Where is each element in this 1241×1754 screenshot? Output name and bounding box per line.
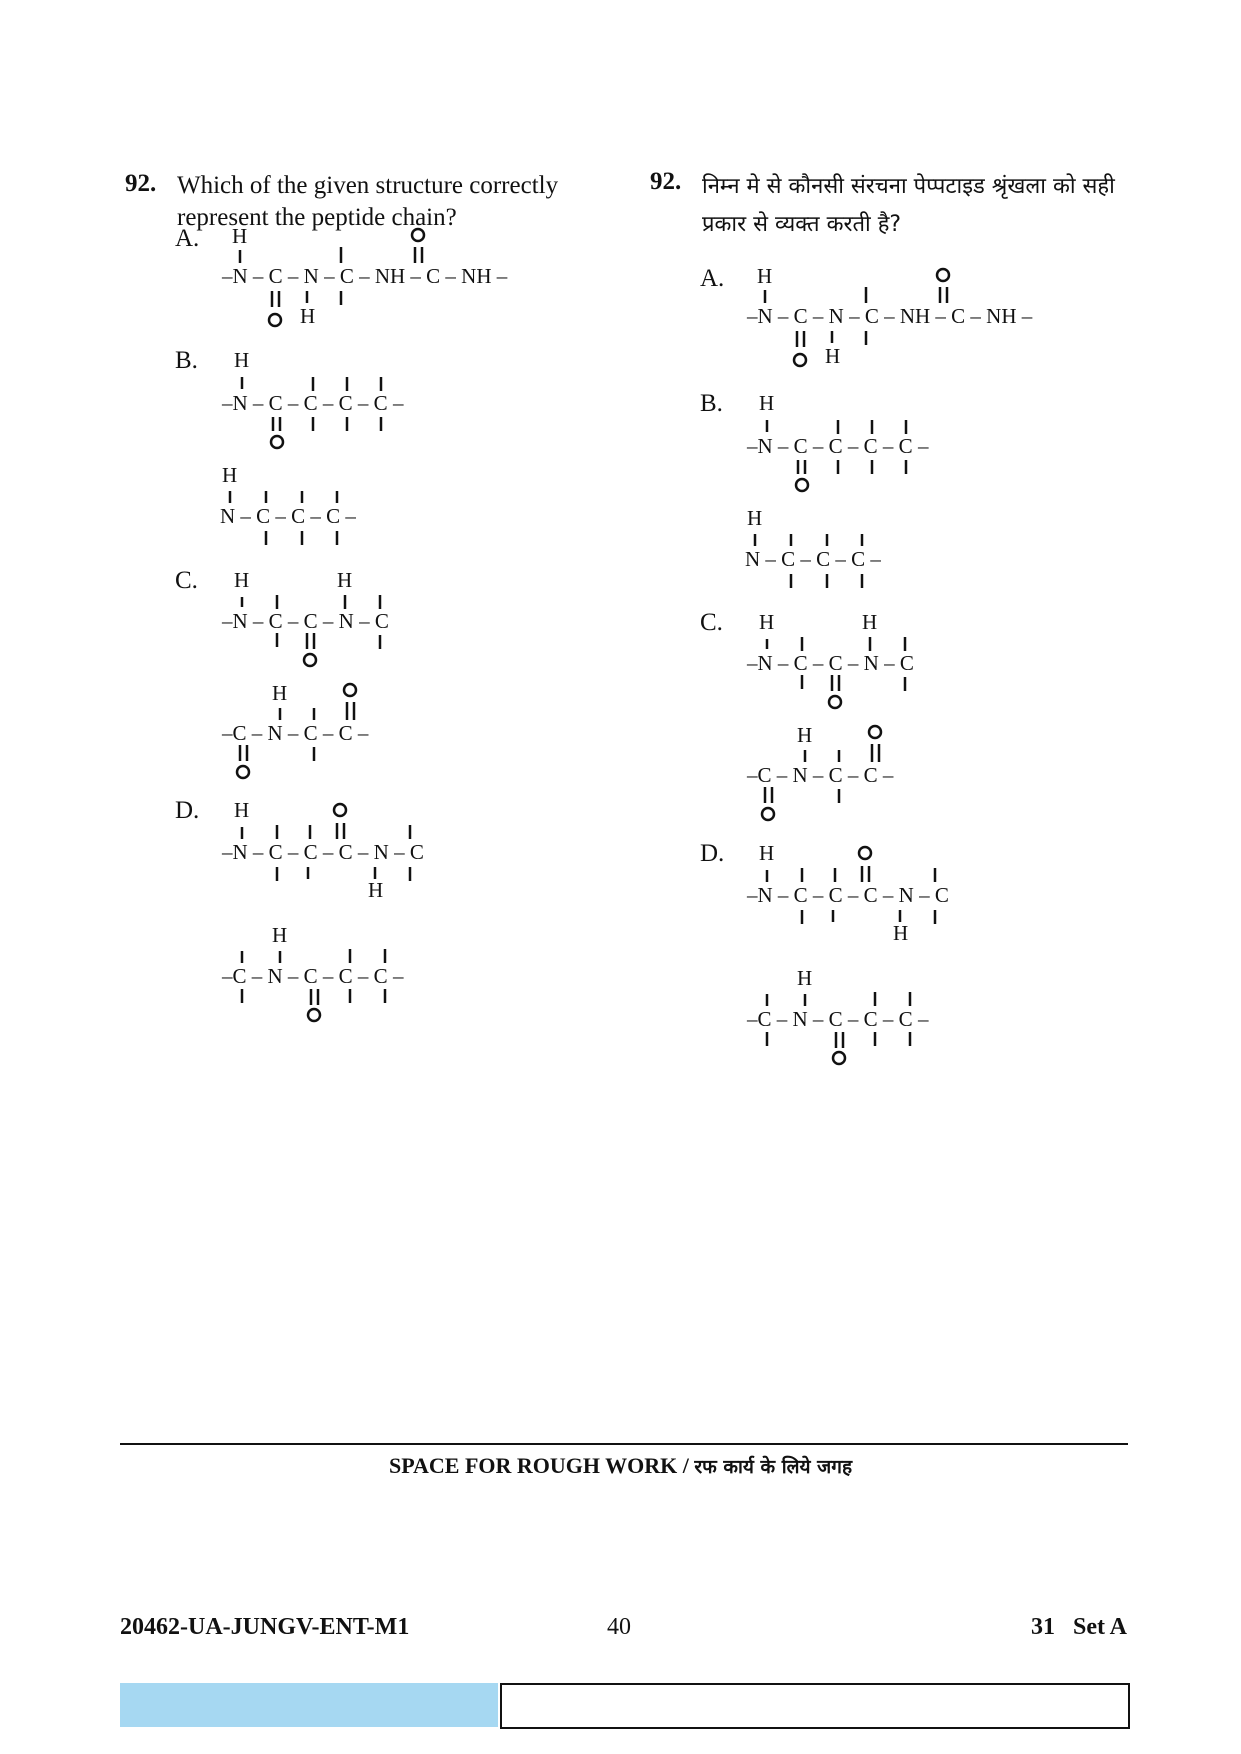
booklet-code: 20462-UA-JUNGV-ENT-M1 bbox=[120, 1614, 410, 1640]
structure-b bbox=[220, 347, 540, 547]
structure-c bbox=[220, 567, 540, 777]
svg-text:–N – C – C – C – C –: –N – C – C – C – C – bbox=[747, 434, 929, 458]
rough-work-english: SPACE FOR ROUGH WORK / bbox=[388, 1453, 689, 1478]
question-number: 92. bbox=[125, 170, 157, 197]
option-label: B. bbox=[175, 347, 198, 374]
page-number: 40 bbox=[607, 1614, 631, 1640]
svg-text:–C – N – C – C – C –: –C – N – C – C – C – bbox=[222, 964, 404, 988]
svg-text:H: H bbox=[222, 463, 238, 487]
option-label: C. bbox=[700, 609, 723, 636]
atom-h: H bbox=[232, 224, 248, 248]
svg-text:H: H bbox=[893, 921, 909, 945]
svg-text:H: H bbox=[757, 264, 773, 288]
svg-text:–N – C – C – N – C: –N – C – C – N – C bbox=[747, 651, 914, 675]
question-text-hindi: निम्न मे से कौनसी संरचना पेप्पटाइड श्रृंखला को सही प्रकार से व्यक्त करती है? bbox=[702, 174, 1115, 237]
footer-box bbox=[500, 1683, 1130, 1729]
svg-text:–N – C – N – C – NH – C – NH –: –N – C – N – C – NH – C – NH – bbox=[747, 304, 1033, 328]
svg-text:–N – C – C – N – C: –N – C – C – N – C bbox=[222, 609, 389, 633]
svg-text:H: H bbox=[272, 681, 288, 705]
footer-color-bar bbox=[120, 1683, 498, 1727]
svg-text:–N – C – C – C – N – C: –N – C – C – C – N – C bbox=[747, 883, 949, 907]
divider-rule bbox=[120, 1443, 1128, 1445]
structure-a bbox=[220, 224, 540, 328]
structure-c bbox=[745, 609, 1065, 819]
structure-d bbox=[220, 797, 540, 1017]
question-text: Which of the given structure correctly represent the peptide chain? bbox=[177, 172, 559, 231]
svg-text:H: H bbox=[759, 841, 775, 865]
svg-text:–C – N – C – C –: –C – N – C – C – bbox=[222, 721, 369, 745]
svg-text:–N – C – N – C – NH – C – NH –: –N – C – N – C – NH – C – NH – bbox=[222, 264, 508, 288]
question-number: 92. bbox=[650, 168, 682, 195]
svg-text:H: H bbox=[797, 966, 813, 990]
svg-text:H: H bbox=[825, 344, 841, 368]
option-label: B. bbox=[700, 390, 723, 417]
svg-text:H: H bbox=[797, 723, 813, 747]
option-label: D. bbox=[175, 797, 200, 824]
set-label: 31 Set A bbox=[1031, 1614, 1127, 1640]
svg-text:H: H bbox=[234, 348, 250, 372]
structure-d bbox=[745, 840, 1065, 1060]
svg-text:H: H bbox=[368, 878, 384, 902]
svg-text:H: H bbox=[759, 610, 775, 634]
svg-text:H: H bbox=[759, 391, 775, 415]
structure-a bbox=[745, 264, 1065, 368]
option-label: A. bbox=[175, 225, 200, 252]
svg-text:H: H bbox=[272, 923, 288, 947]
svg-text:–N – C – C – C – N – C: –N – C – C – C – N – C bbox=[222, 840, 424, 864]
svg-text:N – C – C – C –: N – C – C – C – bbox=[745, 547, 881, 571]
svg-text:H: H bbox=[234, 568, 250, 592]
option-label: C. bbox=[175, 567, 198, 594]
rough-work-heading bbox=[0, 1453, 1241, 1479]
rough-work-hindi: रफ कार्य के लिये जगह bbox=[694, 1456, 853, 1478]
svg-text:N – C – C – C –: N – C – C – C – bbox=[220, 504, 356, 528]
option-label: A. bbox=[700, 265, 725, 292]
svg-text:H: H bbox=[862, 610, 878, 634]
svg-text:–C – N – C – C –: –C – N – C – C – bbox=[747, 763, 894, 787]
svg-text:H: H bbox=[300, 304, 316, 328]
svg-text:–N – C – C – C – C –: –N – C – C – C – C – bbox=[222, 391, 404, 415]
svg-text:H: H bbox=[337, 568, 353, 592]
option-label: D. bbox=[700, 840, 725, 867]
svg-text:H: H bbox=[747, 506, 763, 530]
structure-b bbox=[745, 390, 1065, 590]
svg-text:–C – N – C – C – C –: –C – N – C – C – C – bbox=[747, 1007, 929, 1031]
svg-text:H: H bbox=[234, 798, 250, 822]
